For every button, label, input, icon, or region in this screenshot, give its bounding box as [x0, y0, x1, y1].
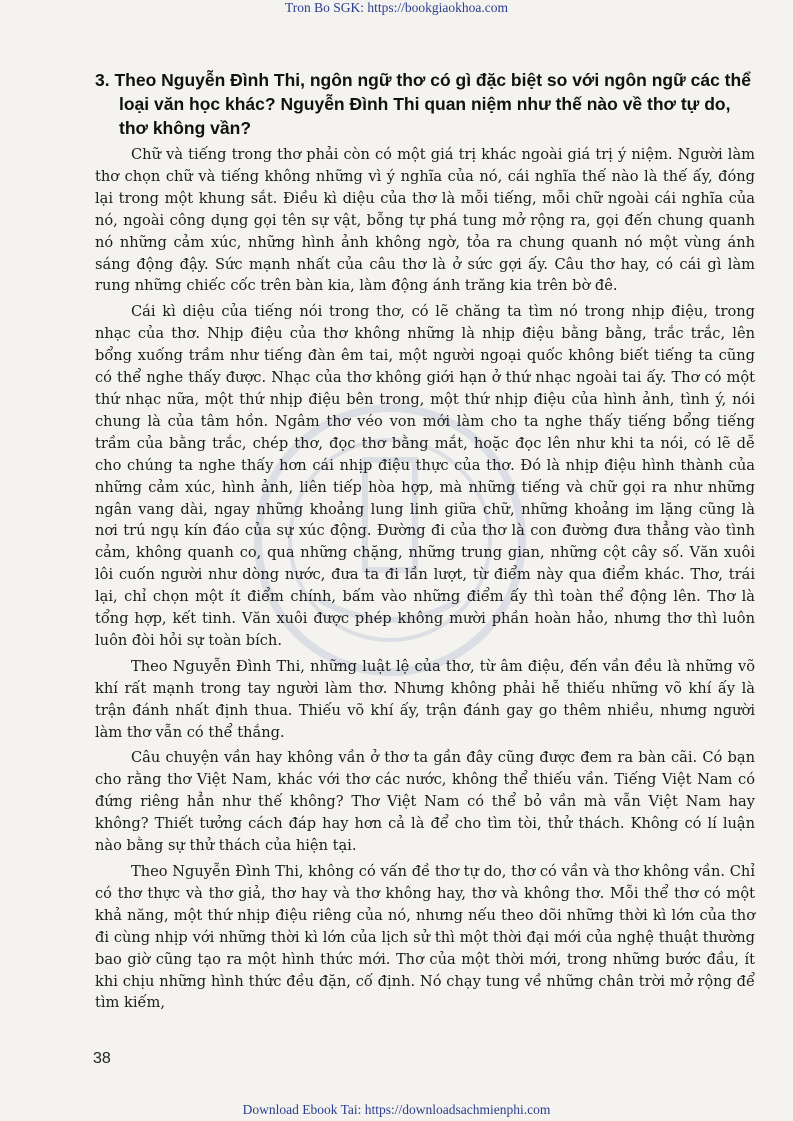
paragraph-3: Theo Nguyễn Đình Thi, những luật lệ của thơ, từ âm điệu, đến vần đều là những võ khí rất mạnh trong tay người làm thơ. Nhưng không phải hễ thiếu những võ khí ấy là trận đánh nhất định thua. Thiếu võ khí ấy, trận đánh gay go thêm nhiều, nhưng người làm thơ vẫn có thể thắng. — [95, 657, 755, 741]
page-number: 38 — [93, 1050, 111, 1067]
paragraph-5: Theo Nguyễn Đình Thi, không có vấn đề thơ tự do, thơ có vần và thơ không vần. Chỉ có thơ thực và thơ giả, thơ hay và thơ không hay, thơ và không thơ. Mỗi thể thơ có một khả năng, một thứ nhịp điệu riêng của nó, nhưng nếu theo dõi những thời kì lớn của thơ đi cùng nhịp với những thời kì lớn của lịch sử thì một thời đại mới của nghệ thuật thường bao giờ cũng tạo ra một hình thức mới. Thơ của một thời mới, trong những bước đầu, ít khi chịu những hình thức đều đặn, cố định. Nó chạy tung về những chân trời mở rộng để tìm kiếm, — [95, 863, 755, 1012]
paragraph-4: Câu chuyện vần hay không vần ở thơ ta gần đây cũng được đem ra bàn cãi. Có bạn cho rằng thơ Việt Nam, khác với thơ các nước, không thể thiếu vần. Tiếng Việt Nam có đứng riêng hẳn như thế không? Thơ Việt Nam có thể bỏ vần mà vẫn Việt Nam hay không? Thiết tưởng cách đáp hay hơn cả là để cho tìm tòi, thử thách. Không có lí luận nào bằng sự thử thách của hiện tại. — [95, 749, 755, 855]
paragraph-2: Cái kì diệu của tiếng nói trong thơ, có lẽ chăng ta tìm nó trong nhịp điệu, trong nhạc của thơ. Nhịp điệu của thơ không những là nhịp điệu bằng bằng, trắc trắc, lên bổng xuống trầm như tiếng đàn êm tai, một người ngoại quốc không biết tiếng ta cũng có thể nghe thấy được. Nhạc của thơ không giới hạn ở thứ nhạc ngoài tai ấy. Thơ có một thứ nhạc nữa, một thứ nhịp điệu bên trong, một thứ nhịp điệu của hình ảnh, tình ý, nói chung là của tâm hồn. Ngâm thơ véo von mới làm cho ta nghe thấy tiếng bổng tiếng trầm của bằng trắc, chép thơ, đọc thơ bằng mắt, hoặc đọc lên như khi ta nói, có lẽ dễ cho chúng ta nghe thấy hơn cái nhịp điệu thực của thơ. Đó là nhịp điệu hình thành của những cảm xúc, hình ảnh, liên tiếp hòa hợp, mà những tiếng và chữ gọi ra như những ngân vang dài, ngay những khoảng lung linh giữa chữ, những khoảng im lặng cũng là nơi trú ngụ kín đáo của sự xúc động. Đường đi của thơ là con đường đưa thẳng vào tình cảm, không quanh co, qua những chặng, những trung gian, những cột cây số. Văn xuôi lôi cuốn người như dòng nước, đưa ta đi lần lượt, từ điểm này qua điểm khác. Thơ, trái lại, chỉ chọn một ít điểm chính, bấm vào những điểm ấy thì toàn thể động lên. Thơ là tổng hợp, kết tinh. Văn xuôi được phép không mười phần hoàn hảo, nhưng thơ thì luôn luôn đòi hỏi sự toàn bích. — [95, 303, 755, 649]
question-heading: 3. Theo Nguyễn Đình Thi, ngôn ngữ thơ có gì đặc biệt so với ngôn ngữ các thể loại văn học khác? Nguyễn Đình Thi quan niệm như thế nào về thơ tự do, thơ không vần? — [95, 70, 751, 138]
footer-link[interactable]: Download Ebook Tai: https://downloadsachmienphi.com — [242, 1102, 551, 1117]
page-content — [95, 68, 755, 1018]
header-link[interactable]: Tron Bo SGK: https://bookgiaokhoa.com — [284, 0, 508, 15]
paragraph-1: Chữ và tiếng trong thơ phải còn có một giá trị khác ngoài giá trị ý niệm. Người làm thơ chọn chữ và tiếng không những vì ý nghĩa của nó, cái nghĩa thế nào là thế ấy, đóng lại trong một khung sắt. Điều kì diệu của thơ là mỗi tiếng, mỗi chữ ngoài cái nghĩa của nó, ngoài công dụng gọi tên sự vật, bỗng tự phá tung mở rộng ra, gọi đến chung quanh nó những cảm xúc, những hình ảnh không ngờ, tỏa ra chung quanh nó một vùng ánh sáng động đậy. Sức mạnh nhất của câu thơ là ở sức gợi ấy. Câu thơ hay, có cái gì làm rung những chiếc cốc trên bàn kia, làm động ánh trăng kia trên bờ đê. — [95, 146, 755, 295]
